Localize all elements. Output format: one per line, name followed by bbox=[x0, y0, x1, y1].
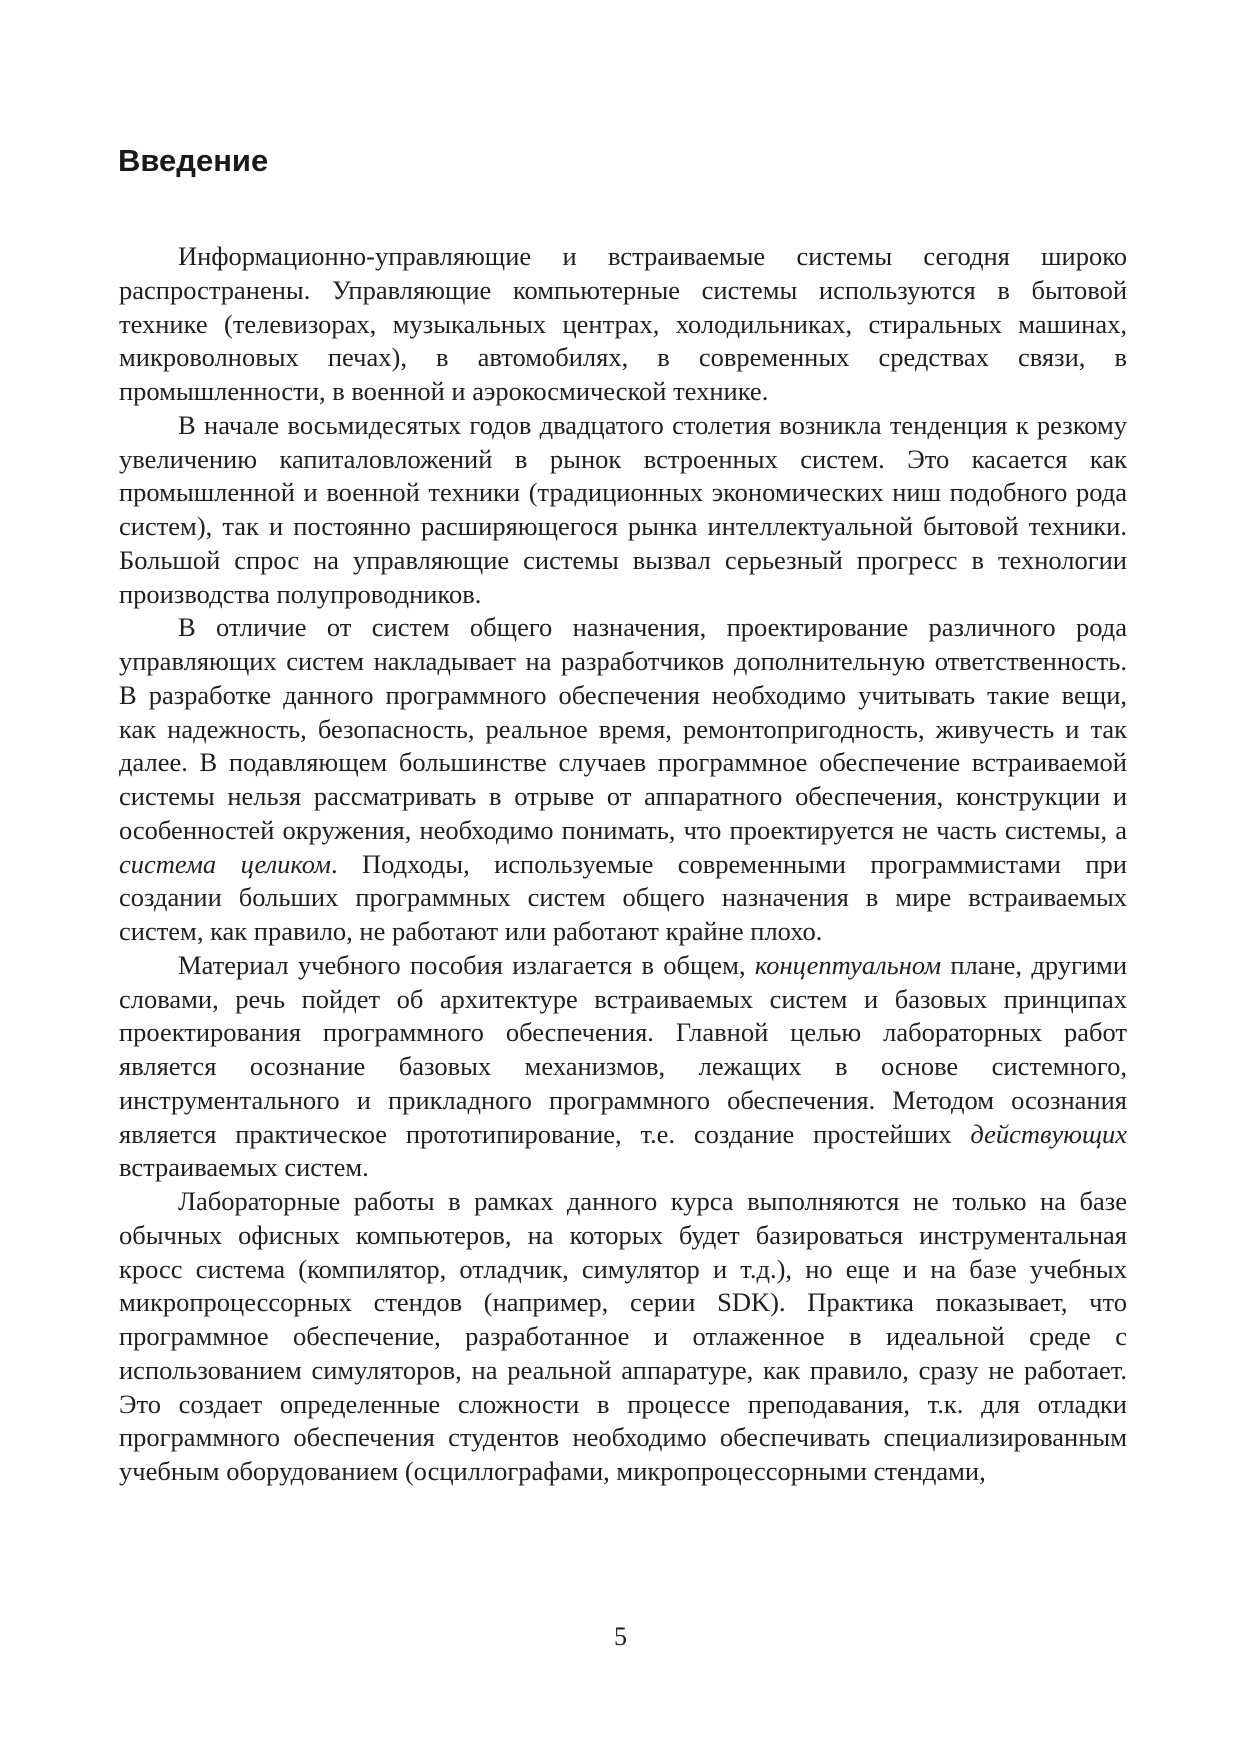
text-run: встраиваемых систем. bbox=[119, 1152, 369, 1183]
paragraph bbox=[119, 611, 1127, 949]
text-run: плане, другими словами, речь пойдет об архитектуре встраиваемых систем и базовых принципах проектирования программного обеспечения. Главной целью лабораторных работ является осознание базовых механизмов, лежащих в основе системного, инструментального и прикладного программного обеспечения. Методом осознания является практическое прототипирование, т.е. создание простейших bbox=[119, 949, 1128, 1149]
emphasis-text: концептуальном bbox=[754, 949, 941, 980]
body-text bbox=[119, 240, 1127, 1489]
paragraph bbox=[119, 949, 1127, 1185]
emphasis-text: система целиком bbox=[119, 848, 331, 879]
text-run: В отличие от систем общего назначения, проектирование различного рода управляющих систем накладывает на разработчиков дополнительную ответственность. В разработке данного программного обеспечения необходимо учитывать такие вещи, как надежность, безопасность, реальное время, ремонтопригодность, живучесть и так далее. В подавляющем большинстве случаев программное обеспечение встраиваемой системы нельзя рассматривать в отрыве от аппаратного обеспечения, конструкции и особенностей окружения, необходимо понимать, что проектируется не часть системы, а bbox=[119, 612, 1127, 845]
emphasis-text: действующих bbox=[970, 1118, 1127, 1149]
paragraph: Лабораторные работы в рамках данного курса выполняются не только на базе обычных офисных компьютеров, на которых будет базироваться инструментальная кросс система (компилятор, отладчик, симулятор и т.д.), но еще и на базе учебных микропроцессорных стендов (например, серии SDK). Практика показывает, что программное обеспечение, разработанное и отлаженное в идеальной среде с использованием симуляторов, на реальной аппаратуре, как правило, сразу не работает. Это создает определенные сложности в процессе преподавания, т.к. для отладки программного обеспечения студентов необходимо обеспечивать специализированным учебным оборудованием (осциллографами, микропроцессорными стендами, bbox=[119, 1186, 1127, 1486]
paragraph: В начале восьмидесятых годов двадцатого столетия возникла тенденция к резкому увеличению капиталовложений в рынок встроенных систем. Это касается как промышленной и военной техники (традиционных экономических ниш подобного рода систем), так и постоянно расширяющегося рынка интеллектуальной бытовой техники. Большой спрос на управляющие системы вызвал серьезный прогресс в технологии производства полупроводников. bbox=[119, 409, 1127, 609]
paragraph: Информационно-управляющие и встраиваемые системы сегодня широко распространены. Управляющие компьютерные системы используются в бытовой технике (телевизорах, музыкальных центрах, холодильниках, стиральных машинах, микроволновых печах), в автомобилях, в современных средствах связи, в промышленности, в военной и аэрокосмической технике. bbox=[119, 241, 1127, 406]
text-run: . Подходы, используемые современными программистами при создании больших программных систем общего назначения в мире встраиваемых систем, как правило, не работают или работают крайне плохо. bbox=[119, 848, 1127, 946]
section-heading: Введение bbox=[118, 143, 269, 178]
page-number: 5 bbox=[614, 1622, 627, 1651]
text-run: Материал учебного пособия излагается в общем, bbox=[178, 949, 755, 980]
